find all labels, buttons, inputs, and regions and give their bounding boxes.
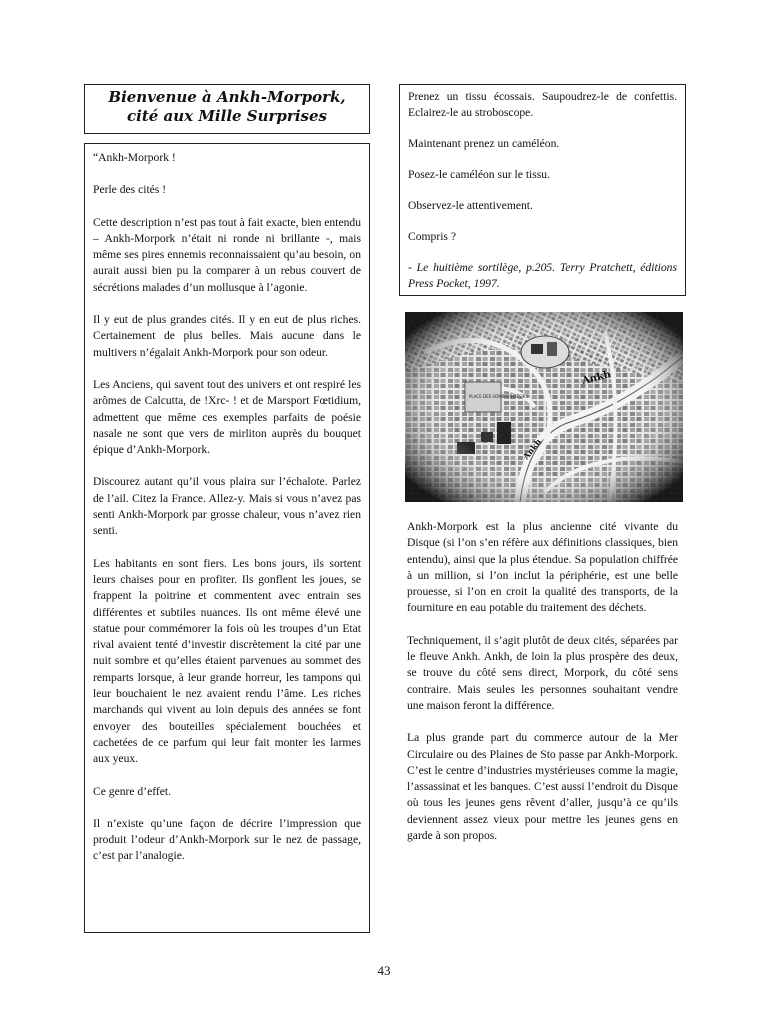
page-title: Bienvenue à Ankh-Morpork, cité aux Mille Surprises [108,88,346,125]
left-paragraph-5: Les Anciens, qui savent tout des univers et ont respiré les arômes de Calcutta, de !Xrc- ! et de Marsport Fœtidium, admettent que même ces exemples parfaits de poésie nasale ne sont que vers de mirliton auprès du bouquet épique d’Ankh-Morpork. [93,377,361,457]
right-paragraph-2: Techniquement, il s’agit plutôt de deux cités, séparées par le fleuve Ankh. Ankh, de loin la plus prospère des deux, se trouve du côté sens direct, Morpork, du côté sens contraire. Mais seules les personnes souhaitant vendre une maison feront la différence. [407,633,678,712]
left-paragraph-7: Les habitants en sont fiers. Les bons jours, ils sortent leurs chaises pour en profiter. Ils gonflent les joues, se frappent la poitrine et commentent avec entrain ses différentes et subtiles nuances. Ils ont même élevé une statue pour commémorer la fois où les troupes d’un Etat rival avaient tenté d’investir discrètement la cité par une nuit sombre et qu’elles étaient parvenues au sommet des remparts lorsque, à leur grande horreur, les tampons qui leur bouchaient le nez avaient rendu l’âme. Les riches marchands qui vivent au loin depuis des années se font envoyer des bouteilles spécialement bouchées et cachetées de ce parfum qui leur fait monter les larmes aux yeux. [93,556,361,766]
quote-line-5: Compris ? [408,230,456,243]
right-column-text [407,519,678,860]
right-paragraph-1: Ankh-Morpork est la plus ancienne cité vivante du Disque (si l’on s’en réfère aux définitions classiques, bien entendu), ainsi que la plus étendue. Sa population chiffrée à un million, si l’on inclut la périphérie, est une belle prouesse, si l’on en croit la qualité des transports, de la fourniture en eau potable du traitement des déchets. [407,520,678,615]
left-paragraph-2: Perle des cités ! [93,183,167,197]
quote-citation: - Le huitième sortilège, p.205. Terry Pratchett, éditions Press Pocket, 1997. [408,261,677,290]
left-paragraph-8: Ce genre d’effet. [93,784,172,798]
left-column-box [84,143,370,933]
title-box [84,84,370,134]
quote-line-3: Posez-le caméléon sur le tissu. [408,168,550,181]
page-number: 43 [377,963,391,978]
quote-box [399,84,686,296]
quote-line-4: Observez-le attentivement. [408,199,533,212]
left-paragraph-4: Il y eut de plus grandes cités. Il y en eut de plus riches. Certainement de plus belles. Mais aucune dans le multivers n’égalait Ankh-Morpork pour son odeur. [93,313,361,359]
left-paragraph-6: Discourez autant qu’il vous plaira sur l’échalote. Parlez de l’ail. Citez la France. Allez-y. Mais si vous n’avez pas senti Ankh-Morpork par grosse chaleur, vous n’avez rien senti. [93,475,361,538]
left-paragraph-9: Il n’existe qu’une façon de décrire l’impression que produit l’odeur d’Ankh-Morpork sur le nez de passage, c’est par l’analogie. [93,816,361,863]
left-paragraph-3: Cette description n’est pas tout à fait exacte, bien entendu – Ankh-Morpork n’était ni ronde ni brillante -, mais même ses pires ennemis reconnaissaient qu’au besoin, on aurait aussi bien pu la comparer à un rebus couvert de sécrétions malades d’un mollusque à l’agonie. [93,215,361,294]
quote-line-1: Prenez un tissu écossais. Saupoudrez-le de confettis. Eclairez-le au stroboscope. [408,90,677,119]
right-paragraph-3: La plus grande part du commerce autour de la Mer Circulaire ou des Plaines de Sto passe par Ankh-Morpork. C’est le centre d’industries mystérieuses comme la magie, l’assassinat et les banques. C’est aussi l’endroit du Disque où tous les jeunes gens rêvent d’aller, jusqu’à ce qu’ils deviennent assez vieux pour mettre les jeunes gens en garde à son propos. [407,731,678,843]
city-map-image [405,312,683,502]
left-paragraph-1: “Ankh-Morpork ! [93,151,176,164]
quote-line-2: Maintenant prenez un caméléon. [408,137,560,150]
